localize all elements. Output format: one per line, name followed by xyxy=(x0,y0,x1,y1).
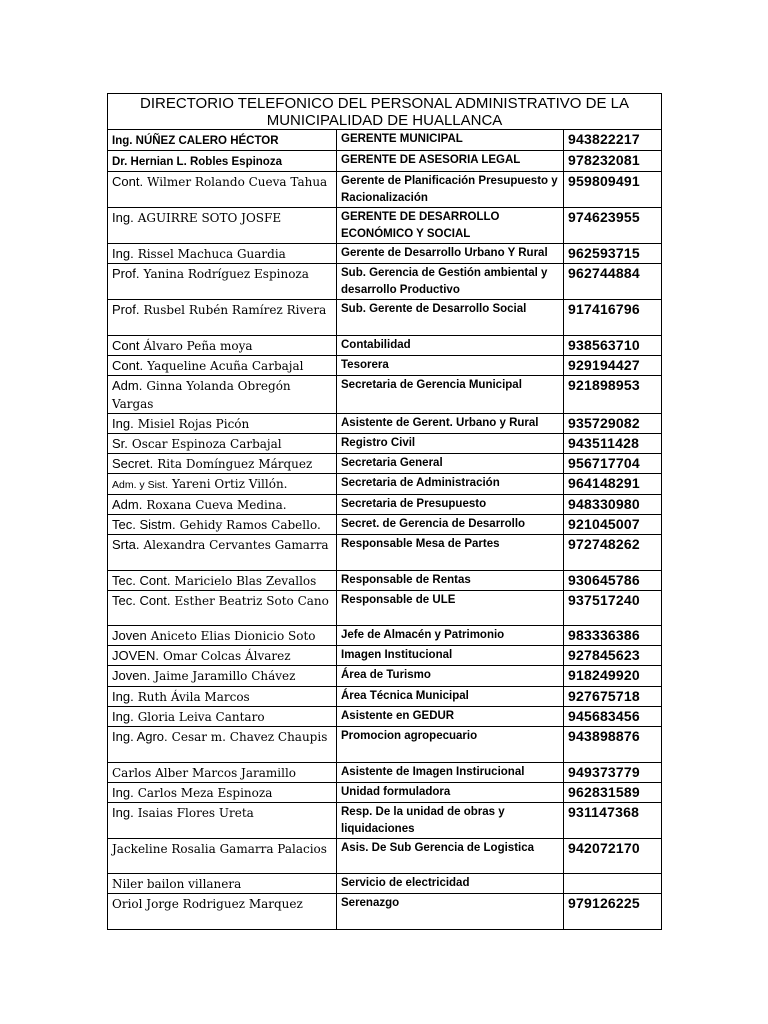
table-row xyxy=(108,495,662,515)
area-cell: Unidad formuladora xyxy=(337,783,564,803)
phone-cell: 937517240 xyxy=(564,591,662,626)
table-row xyxy=(108,356,662,376)
table-row xyxy=(108,591,662,626)
phone-cell: 979126225 xyxy=(564,894,662,930)
area-cell: Gerente de Planificación Presupuesto y Racionalización xyxy=(337,172,564,208)
title-prefix: Srta. xyxy=(112,537,140,552)
title-prefix: Ing. xyxy=(112,785,134,800)
area-cell: Servicio de electricidad xyxy=(337,874,564,894)
person-cell xyxy=(108,727,337,763)
area-cell: Área de Turismo xyxy=(337,666,564,687)
person-cell xyxy=(108,783,337,803)
person-name: Maricielo Blas Zevallos xyxy=(174,574,317,588)
person-cell xyxy=(108,571,337,591)
phone-cell: 983336386 xyxy=(564,626,662,646)
person-cell xyxy=(108,839,337,874)
person-name: Jackeline Rosalia Gamarra Palacios xyxy=(112,842,327,856)
person-name: AGUIRRE SOTO JOSFE xyxy=(137,211,282,225)
phone-cell: 962831589 xyxy=(564,783,662,803)
area-cell: GERENTE MUNICIPAL xyxy=(337,130,564,151)
person-name: Niler bailon villanera xyxy=(112,877,242,891)
table-row xyxy=(108,151,662,172)
person-cell xyxy=(108,803,337,839)
area-cell: GERENTE DE ASESORIA LEGAL xyxy=(337,151,564,172)
area-cell: Asistente de Gerent. Urbano y Rural xyxy=(337,414,564,434)
area-cell: Jefe de Almacén y Patrimonio xyxy=(337,626,564,646)
area-cell: Gerente de Desarrollo Urbano Y Rural xyxy=(337,244,564,264)
title-prefix: Joven. xyxy=(112,668,151,683)
table-row xyxy=(108,707,662,727)
table-row xyxy=(108,571,662,591)
title-prefix: JOVEN. xyxy=(112,648,159,663)
phone-cell: 974623955 xyxy=(564,208,662,244)
person-name: Carlos Alber Marcos Jaramillo xyxy=(112,766,297,780)
title-prefix: Ing. Agro. xyxy=(112,729,168,744)
phone-cell: 959809491 xyxy=(564,172,662,208)
phone-cell: 964148291 xyxy=(564,474,662,495)
table-row xyxy=(108,626,662,646)
table-row xyxy=(108,783,662,803)
table-row xyxy=(108,803,662,839)
person-cell xyxy=(108,535,337,571)
title-prefix: Cont. xyxy=(112,358,144,373)
person-cell xyxy=(108,763,337,783)
table-row xyxy=(108,894,662,930)
area-cell: Secretaria de Gerencia Municipal xyxy=(337,376,564,414)
person-name: Yanina Rodríguez Espinoza xyxy=(143,267,309,281)
title-prefix: Adm. xyxy=(112,497,143,512)
person-name: Cesar m. Chavez Chaupis xyxy=(171,730,328,744)
area-cell: Imagen Institucional xyxy=(337,646,564,666)
title-prefix: Joven xyxy=(112,628,147,643)
person-name: Oriol Jorge Rodriguez Marquez xyxy=(112,897,303,911)
table-row xyxy=(108,839,662,874)
table-row xyxy=(108,535,662,571)
title-prefix: Ing. xyxy=(112,689,134,704)
person-name: Aniceto Elias Dionicio Soto xyxy=(150,629,316,643)
table-row xyxy=(108,300,662,336)
person-cell xyxy=(108,151,337,172)
person-cell xyxy=(108,454,337,474)
table-row xyxy=(108,208,662,244)
person-cell xyxy=(108,646,337,666)
table-row xyxy=(108,172,662,208)
area-cell: Registro Civil xyxy=(337,434,564,454)
person-name: Misiel Rojas Picón xyxy=(137,417,250,431)
area-cell: Área Técnica Municipal xyxy=(337,687,564,707)
title-prefix: Cont xyxy=(112,338,140,353)
table-row xyxy=(108,515,662,535)
directory-rows xyxy=(108,130,662,930)
title-prefix: Prof. xyxy=(112,266,140,281)
title-prefix: Sr. xyxy=(112,436,128,451)
area-cell: Responsable de Rentas xyxy=(337,571,564,591)
area-cell: GERENTE DE DESARROLLO ECONÓMICO Y SOCIAL xyxy=(337,208,564,244)
phone-cell: 938563710 xyxy=(564,336,662,356)
person-cell xyxy=(108,414,337,434)
person-cell xyxy=(108,591,337,626)
area-cell: Sub. Gerencia de Gestión ambiental y desarrollo Productivo xyxy=(337,264,564,300)
person-name: Ginna Yolanda Obregón Vargas xyxy=(112,379,291,411)
phone-cell: 949373779 xyxy=(564,763,662,783)
title-prefix: Prof. xyxy=(112,302,140,317)
person-name: Oscar Espinoza Carbajal xyxy=(131,437,282,451)
table-row xyxy=(108,474,662,495)
phone-cell: 943511428 xyxy=(564,434,662,454)
area-cell: Tesorera xyxy=(337,356,564,376)
table-row xyxy=(108,376,662,414)
phone-cell: 935729082 xyxy=(564,414,662,434)
person-name: Roxana Cueva Medina. xyxy=(146,498,287,512)
person-name: Rusbel Rubén Ramírez Rivera xyxy=(143,303,327,317)
phone-cell: 962744884 xyxy=(564,264,662,300)
person-cell xyxy=(108,434,337,454)
person-cell xyxy=(108,874,337,894)
person-cell xyxy=(108,264,337,300)
person-cell xyxy=(108,474,337,495)
person-cell xyxy=(108,336,337,356)
title-prefix: Ing. xyxy=(112,246,134,261)
area-cell: Asistente en GEDUR xyxy=(337,707,564,727)
person-cell xyxy=(108,626,337,646)
title-prefix: Adm. y Sist. xyxy=(112,479,169,491)
phone-cell: 978232081 xyxy=(564,151,662,172)
phone-cell: 930645786 xyxy=(564,571,662,591)
area-cell: Contabilidad xyxy=(337,336,564,356)
person-name: Omar Colcas Álvarez xyxy=(162,649,291,663)
person-cell xyxy=(108,894,337,930)
person-cell xyxy=(108,130,337,151)
person-name: Ing. NÚÑEZ CALERO HÉCTOR xyxy=(112,135,279,147)
table-row xyxy=(108,414,662,434)
title-prefix: Ing. xyxy=(112,210,134,225)
person-name: Rissel Machuca Guardia xyxy=(137,247,286,261)
person-cell xyxy=(108,515,337,535)
person-name: Gehidy Ramos Cabello. xyxy=(179,518,321,532)
title-prefix: Ing. xyxy=(112,805,134,820)
table-row xyxy=(108,454,662,474)
person-name: Dr. Hernian L. Robles Espinoza xyxy=(112,156,282,168)
person-cell xyxy=(108,300,337,336)
person-cell xyxy=(108,208,337,244)
area-cell: Responsable Mesa de Partes xyxy=(337,535,564,571)
area-cell: Resp. De la unidad de obras y liquidaciones xyxy=(337,803,564,839)
person-name: Alexandra Cervantes Gamarra xyxy=(143,538,329,552)
table-row xyxy=(108,666,662,687)
person-name: Yaqueline Acuña Carbajal xyxy=(147,359,304,373)
title-prefix: Adm. xyxy=(112,378,143,393)
person-cell xyxy=(108,666,337,687)
person-cell xyxy=(108,687,337,707)
phone-cell: 918249920 xyxy=(564,666,662,687)
area-cell: Asis. De Sub Gerencia de Logistica xyxy=(337,839,564,874)
person-name: Isaias Flores Ureta xyxy=(137,806,254,820)
phone-cell: 956717704 xyxy=(564,454,662,474)
phone-cell: 948330980 xyxy=(564,495,662,515)
area-cell: Secretaria General xyxy=(337,454,564,474)
person-name: Yareni Ortiz Villón. xyxy=(172,477,288,491)
person-name: Jaime Jaramillo Chávez xyxy=(154,669,296,683)
table-row xyxy=(108,727,662,763)
title-prefix: Ing. xyxy=(112,709,134,724)
phone-cell: 943898876 xyxy=(564,727,662,763)
person-cell xyxy=(108,244,337,264)
phone-cell: 921898953 xyxy=(564,376,662,414)
table-row xyxy=(108,434,662,454)
area-cell: Secretaria de Presupuesto xyxy=(337,495,564,515)
phone-cell: 927845623 xyxy=(564,646,662,666)
area-cell: Responsable de ULE xyxy=(337,591,564,626)
table-row xyxy=(108,687,662,707)
area-cell: Promocion agropecuario xyxy=(337,727,564,763)
person-cell xyxy=(108,356,337,376)
title-prefix: Secret. xyxy=(112,456,154,471)
table-row xyxy=(108,130,662,151)
person-cell xyxy=(108,376,337,414)
person-name: Álvaro Peña moya xyxy=(143,339,253,353)
directory-title: DIRECTORIO TELEFONICO DEL PERSONAL ADMINISTRATIVO DE LA MUNICIPALIDAD DE HUALLANCA xyxy=(108,94,662,130)
title-prefix: Ing. xyxy=(112,416,134,431)
area-cell: Asistente de Imagen Instirucional xyxy=(337,763,564,783)
person-name: Gloria Leiva Cantaro xyxy=(137,710,265,724)
table-row xyxy=(108,874,662,894)
person-name: Rita Domínguez Márquez xyxy=(157,457,313,471)
table-row xyxy=(108,646,662,666)
phone-cell: 942072170 xyxy=(564,839,662,874)
area-cell: Secret. de Gerencia de Desarrollo xyxy=(337,515,564,535)
phone-cell: 931147368 xyxy=(564,803,662,839)
phone-cell: 917416796 xyxy=(564,300,662,336)
title-prefix: Cont. xyxy=(112,174,144,189)
person-name: Ruth Ávila Marcos xyxy=(137,690,250,704)
person-name: Wilmer Rolando Cueva Tahua xyxy=(147,175,328,189)
phone-cell xyxy=(564,874,662,894)
area-cell: Secretaria de Administración xyxy=(337,474,564,495)
title-prefix: Tec. Sistm. xyxy=(112,517,176,532)
area-cell: Serenazgo xyxy=(337,894,564,930)
table-row xyxy=(108,244,662,264)
phone-cell: 945683456 xyxy=(564,707,662,727)
phone-cell: 943822217 xyxy=(564,130,662,151)
title-prefix: Tec. Cont. xyxy=(112,593,171,608)
person-cell xyxy=(108,495,337,515)
table-row xyxy=(108,264,662,300)
person-name: Carlos Meza Espinoza xyxy=(137,786,273,800)
table-row xyxy=(108,763,662,783)
phone-cell: 921045007 xyxy=(564,515,662,535)
person-name: Esther Beatriz Soto Cano xyxy=(174,594,329,608)
phone-cell: 972748262 xyxy=(564,535,662,571)
person-cell xyxy=(108,172,337,208)
title-prefix: Tec. Cont. xyxy=(112,573,171,588)
table-row xyxy=(108,336,662,356)
phone-cell: 927675718 xyxy=(564,687,662,707)
title-row xyxy=(108,94,662,130)
person-cell xyxy=(108,707,337,727)
phone-cell: 962593715 xyxy=(564,244,662,264)
area-cell: Sub. Gerente de Desarrollo Social xyxy=(337,300,564,336)
directory-table xyxy=(107,93,662,930)
phone-cell: 929194427 xyxy=(564,356,662,376)
